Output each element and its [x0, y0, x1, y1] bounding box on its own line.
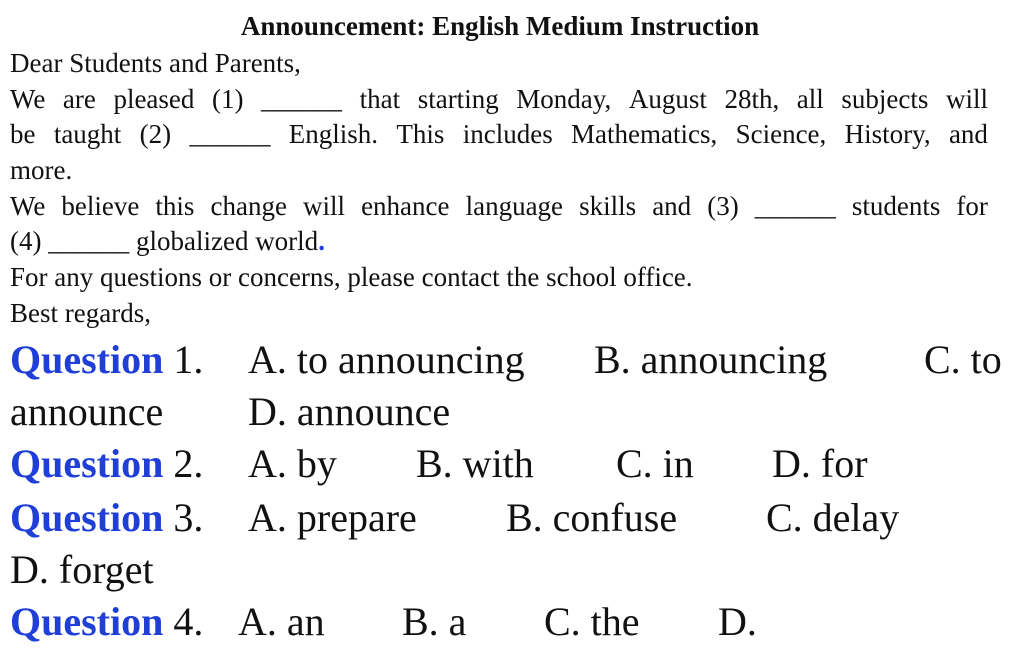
q2-option-c[interactable]: C. in	[616, 441, 694, 486]
question-number: 3.	[173, 495, 204, 540]
question-number: 1.	[173, 337, 204, 382]
para2-line1	[10, 189, 988, 225]
para1-line1	[10, 82, 988, 118]
q2-option-b[interactable]: B. with	[416, 441, 534, 486]
q1-option-d[interactable]: D. announce	[248, 389, 451, 434]
para1-line3: more.	[10, 155, 73, 185]
blank-line: ______	[261, 84, 343, 114]
word: Mathematics,	[571, 119, 718, 149]
q3-option-b[interactable]: B. confuse	[506, 495, 678, 540]
blue-period: .	[318, 226, 325, 256]
para1-line2	[10, 117, 988, 153]
word: will	[303, 191, 346, 221]
q4-option-a[interactable]: A. an	[238, 599, 325, 644]
word: starting	[417, 84, 499, 114]
word: and	[652, 191, 692, 221]
word: believe	[61, 191, 140, 221]
q3-option-a[interactable]: A. prepare	[248, 495, 417, 540]
question-label: Question	[10, 441, 164, 486]
word: change	[210, 191, 287, 221]
para2-line2-text: (4) ______ globalized world	[10, 226, 319, 256]
question-label: Question	[10, 337, 164, 382]
word: History,	[844, 119, 931, 149]
word: will	[945, 84, 988, 114]
blank-line: ______	[754, 191, 836, 221]
word: students	[851, 191, 941, 221]
question-4-heading	[10, 596, 203, 648]
q2-option-a[interactable]: A. by	[248, 441, 337, 486]
q1-option-c-continued[interactable]: announce	[10, 389, 164, 434]
word: includes	[462, 119, 553, 149]
word: are	[62, 84, 96, 114]
salutation: Dear Students and Parents,	[10, 48, 301, 78]
word: and	[948, 119, 988, 149]
closing: Best regards,	[10, 298, 151, 328]
q4-option-d[interactable]: D.	[718, 599, 757, 644]
word: all	[796, 84, 824, 114]
q3-option-c[interactable]: C. delay	[766, 495, 900, 540]
q4-option-c[interactable]: C. the	[544, 599, 640, 644]
blank-number: (1)	[211, 84, 244, 114]
word: 28th,	[724, 84, 780, 114]
q1-option-a[interactable]: A. to announcing	[248, 337, 525, 382]
word: We	[10, 191, 46, 221]
word: that	[359, 84, 401, 114]
blank-number: (3)	[707, 191, 739, 221]
word: be	[10, 119, 36, 149]
q1-option-b[interactable]: B. announcing	[594, 337, 828, 382]
word: English.	[288, 119, 379, 149]
question-1-heading	[10, 334, 203, 386]
document-title: Announcement: English Medium Instruction	[240, 11, 760, 41]
q2-option-d[interactable]: D. for	[772, 441, 868, 486]
question-label: Question	[10, 599, 164, 644]
q4-option-b[interactable]: B. a	[402, 599, 467, 644]
word: language	[465, 191, 564, 221]
question-number: 4.	[173, 599, 204, 644]
word: Monday,	[516, 84, 612, 114]
word: Science,	[735, 119, 827, 149]
para2-line2	[10, 224, 325, 260]
word: for	[956, 191, 988, 221]
blank-number: (2)	[139, 119, 172, 149]
word: enhance	[361, 191, 450, 221]
word: skills	[579, 191, 637, 221]
word: August	[628, 84, 707, 114]
word: taught	[53, 119, 122, 149]
word: This	[396, 119, 445, 149]
word: this	[155, 191, 195, 221]
q1-option-c[interactable]: C. to	[924, 337, 1002, 382]
question-number: 2.	[173, 441, 204, 486]
word: We	[10, 84, 46, 114]
word: pleased	[113, 84, 195, 114]
question-label: Question	[10, 495, 164, 540]
question-2-heading	[10, 438, 203, 490]
blank-line: ______	[189, 119, 271, 149]
question-3-heading	[10, 492, 203, 544]
para3: For any questions or concerns, please contact the school office.	[10, 262, 693, 292]
q3-option-d[interactable]: D. forget	[10, 547, 154, 592]
word: subjects	[841, 84, 929, 114]
